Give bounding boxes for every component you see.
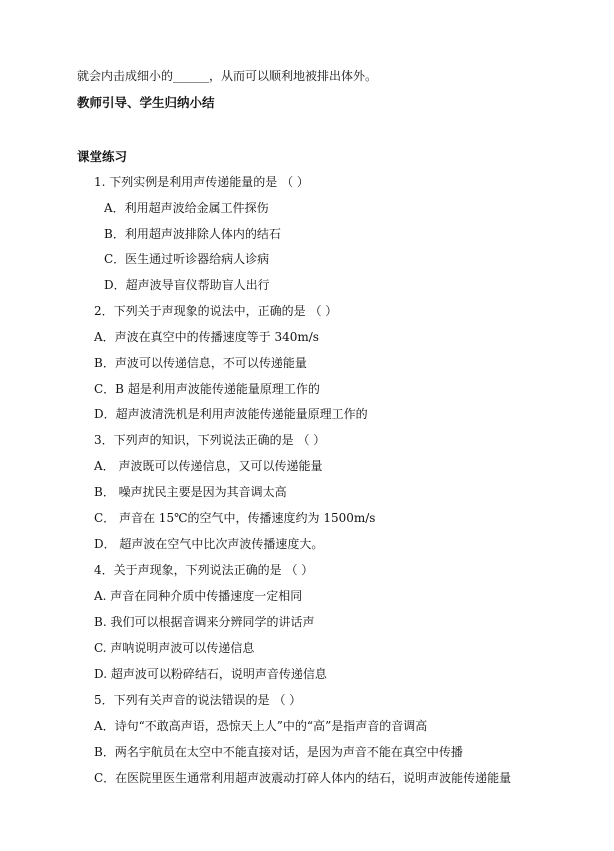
question-5-option-a: A．诗句“不敢高声语，恐惊天上人”中的“高”是指声音的音调高: [94, 719, 428, 733]
question-3-option-b: B． 噪声扰民主要是因为其音调太高: [94, 485, 287, 499]
question-4-option-c: C. 声呐说明声波可以传递信息: [94, 641, 255, 655]
question-1-option-c: C．医生通过听诊器给病人诊病: [104, 252, 270, 266]
question-3-option-a: A． 声波既可以传递信息，又可以传递能量: [94, 459, 323, 473]
question-2-option-d: D．超声波清洗机是利用声波能传递能量原理工作的: [94, 407, 368, 421]
question-5-stem: 5．下列有关声音的说法错误的是 （ ）: [94, 693, 302, 707]
question-4-option-d: D. 超声波可以粉碎结石，说明声音传递信息: [94, 667, 327, 681]
question-2-option-a: A．声波在真空中的传播速度等于 340m/s: [94, 330, 319, 344]
question-5-option-b: B．两名宇航员在太空中不能直接对话，是因为声音不能在真空中传播: [94, 745, 463, 759]
summary-heading: 教师引导、学生归纳小结: [77, 95, 215, 110]
intro-text-after: ，从而可以顺利地被排出体外。: [209, 69, 378, 83]
intro-text-before: 就会内击成细小的: [77, 69, 174, 83]
question-3-option-c: C． 声音在 15℃的空气中，传播速度约为 1500m/s: [94, 511, 376, 525]
question-2-option-b: B．声波可以传递信息，不可以传递能量: [94, 356, 307, 370]
question-2-option-c: C．B 超是利用声波能传递能量原理工作的: [94, 382, 320, 396]
question-1-option-a: A．利用超声波给金属工件探伤: [104, 201, 269, 215]
question-1-option-d: D．超声波导盲仪帮助盲人出行: [104, 278, 270, 292]
intro-line: [77, 68, 377, 84]
question-4-option-a: A. 声音在同种介质中传播速度一定相同: [94, 589, 303, 603]
question-3-stem: 3．下列声的知识，下列说法正确的是 （ ）: [94, 433, 326, 447]
question-3-option-d: D． 超声波在空气中比次声波传播速度大。: [94, 537, 324, 551]
practice-heading: 课堂练习: [77, 149, 128, 164]
question-1-stem: 1. 下列实例是利用声传递能量的是 （ ）: [94, 175, 309, 189]
question-4-stem: 4．关于声现象，下列说法正确的是 （ ）: [94, 563, 314, 577]
question-5-option-c: C．在医院里医生通常利用超声波震动打碎人体内的结石，说明声波能传递能量: [94, 771, 512, 785]
question-2-stem: 2．下列关于声现象的说法中，正确的是 （ ）: [94, 304, 338, 318]
fill-in-blank: ______: [173, 69, 210, 83]
question-1-option-b: B．利用超声波排除人体内的结石: [104, 227, 281, 241]
question-4-option-b: B. 我们可以根据音调来分辨同学的讲话声: [94, 615, 315, 629]
